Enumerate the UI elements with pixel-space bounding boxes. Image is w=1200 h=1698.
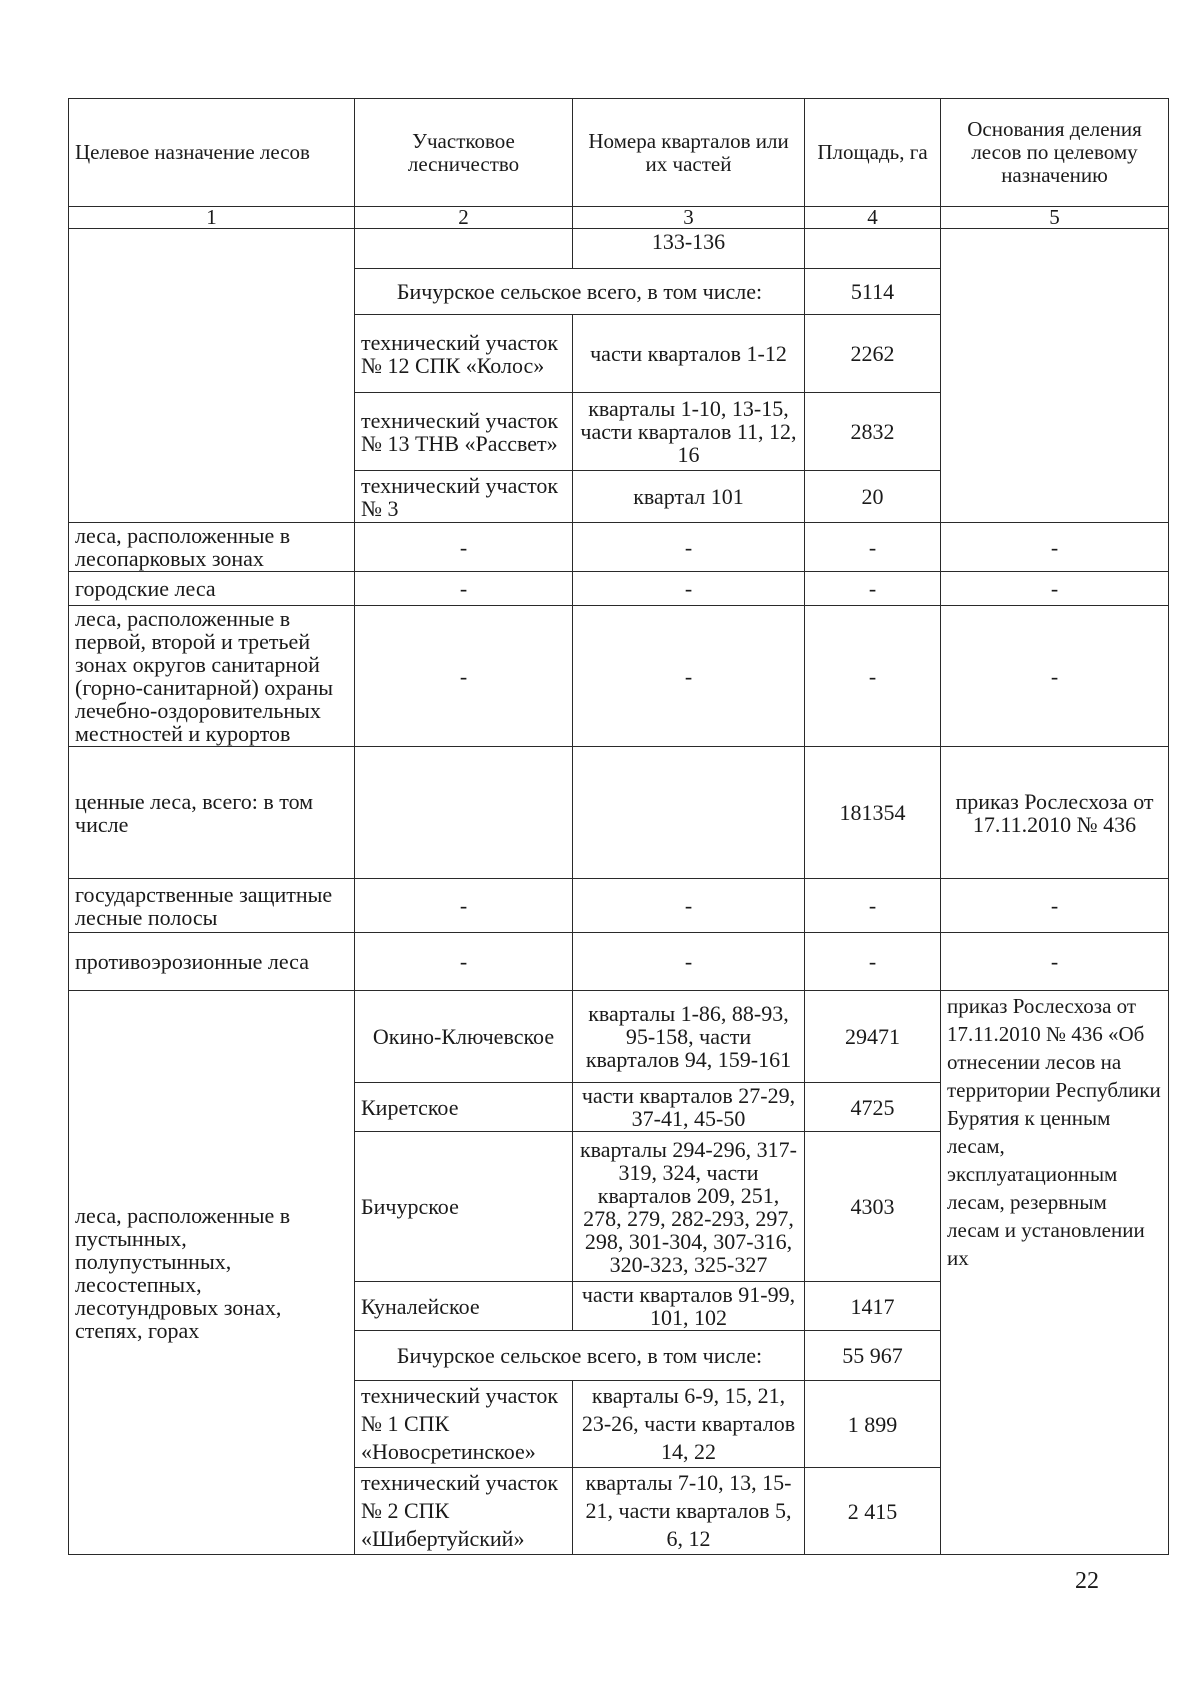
area-cell: 4303 (805, 1132, 941, 1282)
quarters-cell: части кварталов 27-29, 37-41, 45-50 (573, 1083, 805, 1132)
quarters-cell (573, 747, 805, 879)
district-cell: технический участок № 1 СПК «Новосретинское» (355, 1381, 573, 1468)
table-row (69, 991, 1169, 1083)
document-page (68, 98, 1168, 1555)
district-cell: - (355, 523, 573, 572)
purpose-cell-continued (69, 229, 355, 523)
basis-cell: - (941, 572, 1169, 606)
area-cell: 5114 (805, 269, 941, 315)
district-cell: - (355, 572, 573, 606)
district-cell: Куналейское (355, 1282, 573, 1331)
forest-purpose-table (68, 98, 1169, 1555)
header-purpose: Целевое назначение лесов (69, 99, 355, 207)
basis-cell: - (941, 523, 1169, 572)
table-row (69, 747, 1169, 879)
district-cell: технический участок № 3 (355, 471, 573, 523)
table-row (69, 606, 1169, 747)
district-cell: - (355, 879, 573, 933)
purpose-cell: противоэрозионные леса (69, 933, 355, 991)
basis-cell-continued (941, 229, 1169, 523)
table-row (69, 523, 1169, 572)
district-cell: технический участок № 2 СПК «Шибертуйский» (355, 1468, 573, 1555)
area-cell: 2832 (805, 393, 941, 471)
quarters-cell: - (573, 879, 805, 933)
column-number: 4 (805, 207, 941, 229)
area-cell: - (805, 523, 941, 572)
column-number: 3 (573, 207, 805, 229)
table-row (69, 879, 1169, 933)
page-number: 22 (1075, 1568, 1099, 1594)
area-cell: - (805, 933, 941, 991)
basis-cell: приказ Рослесхоза от 17.11.2010 № 436 «Об отнесении лесов на территории Республики Бурятия к ценным лесам, эксплуатационным лесам, резервным лесам и установлении их (941, 991, 1169, 1555)
header-area: Площадь, га (805, 99, 941, 207)
basis-cell: - (941, 879, 1169, 933)
quarters-cell: - (573, 523, 805, 572)
area-cell: 4725 (805, 1083, 941, 1132)
area-cell: - (805, 879, 941, 933)
rural-total-label: Бичурское сельское всего, в том числе: (355, 269, 805, 315)
basis-cell: приказ Рослесхоза от 17.11.2010 № 436 (941, 747, 1169, 879)
area-cell: 20 (805, 471, 941, 523)
quarters-cell: кварталы 6-9, 15, 21, 23-26, части кварталов 14, 22 (573, 1381, 805, 1468)
basis-cell: - (941, 933, 1169, 991)
table-row (69, 572, 1169, 606)
header-basis: Основания деления лесов по целевому назначению (941, 99, 1169, 207)
district-cell: Киретское (355, 1083, 573, 1132)
table-row (69, 933, 1169, 991)
district-cell (355, 747, 573, 879)
area-cell: - (805, 606, 941, 747)
district-cell: Окино-Ключевское (355, 991, 573, 1083)
area-cell: - (805, 572, 941, 606)
area-cell: 29471 (805, 991, 941, 1083)
quarters-cell: кварталы 7-10, 13, 15-21, части кварталов 5, 6, 12 (573, 1468, 805, 1555)
table-header-row (69, 99, 1169, 207)
column-number: 1 (69, 207, 355, 229)
rural-total-label: Бичурское сельское всего, в том числе: (355, 1331, 805, 1381)
area-cell: 1 899 (805, 1381, 941, 1468)
column-number: 5 (941, 207, 1169, 229)
basis-cell: - (941, 606, 1169, 747)
quarters-cell: 133-136 (573, 229, 805, 269)
purpose-cell: городские леса (69, 572, 355, 606)
area-cell (805, 229, 941, 269)
purpose-cell: государственные защитные лесные полосы (69, 879, 355, 933)
quarters-cell: - (573, 572, 805, 606)
district-cell: - (355, 933, 573, 991)
district-cell (355, 229, 573, 269)
header-quarters: Номера кварталов или их частей (573, 99, 805, 207)
purpose-cell: ценные леса, всего: в том числе (69, 747, 355, 879)
table-row (69, 229, 1169, 269)
district-cell: Бичурское (355, 1132, 573, 1282)
area-cell: 2 415 (805, 1468, 941, 1555)
area-cell: 55 967 (805, 1331, 941, 1381)
purpose-cell: леса, расположенные в пустынных, полупустынных, лесостепных, лесотундровых зонах, степях, горах (69, 991, 355, 1555)
header-district: Участковое лесничество (355, 99, 573, 207)
quarters-cell: - (573, 933, 805, 991)
purpose-cell: леса, расположенные в лесопарковых зонах (69, 523, 355, 572)
column-number: 2 (355, 207, 573, 229)
quarters-cell: части кварталов 91-99, 101, 102 (573, 1282, 805, 1331)
quarters-cell: кварталы 1-10, 13-15, части кварталов 11, 12, 16 (573, 393, 805, 471)
area-cell: 1417 (805, 1282, 941, 1331)
quarters-cell: квартал 101 (573, 471, 805, 523)
area-cell: 181354 (805, 747, 941, 879)
district-cell: технический участок № 13 ТНВ «Рассвет» (355, 393, 573, 471)
column-number-row (69, 207, 1169, 229)
quarters-cell: кварталы 1-86, 88-93, 95-158, части кварталов 94, 159-161 (573, 991, 805, 1083)
purpose-cell: леса, расположенные в первой, второй и третьей зонах округов санитарной (горно-санитарной) охраны лечебно-оздоровительных местностей и курортов (69, 606, 355, 747)
district-cell: - (355, 606, 573, 747)
area-cell: 2262 (805, 315, 941, 393)
district-cell: технический участок № 12 СПК «Колос» (355, 315, 573, 393)
quarters-cell: кварталы 294-296, 317-319, 324, части кварталов 209, 251, 278, 279, 282-293, 297, 298, 301-304, 307-316, 320-323, 325-327 (573, 1132, 805, 1282)
quarters-cell: - (573, 606, 805, 747)
quarters-cell: части кварталов 1-12 (573, 315, 805, 393)
